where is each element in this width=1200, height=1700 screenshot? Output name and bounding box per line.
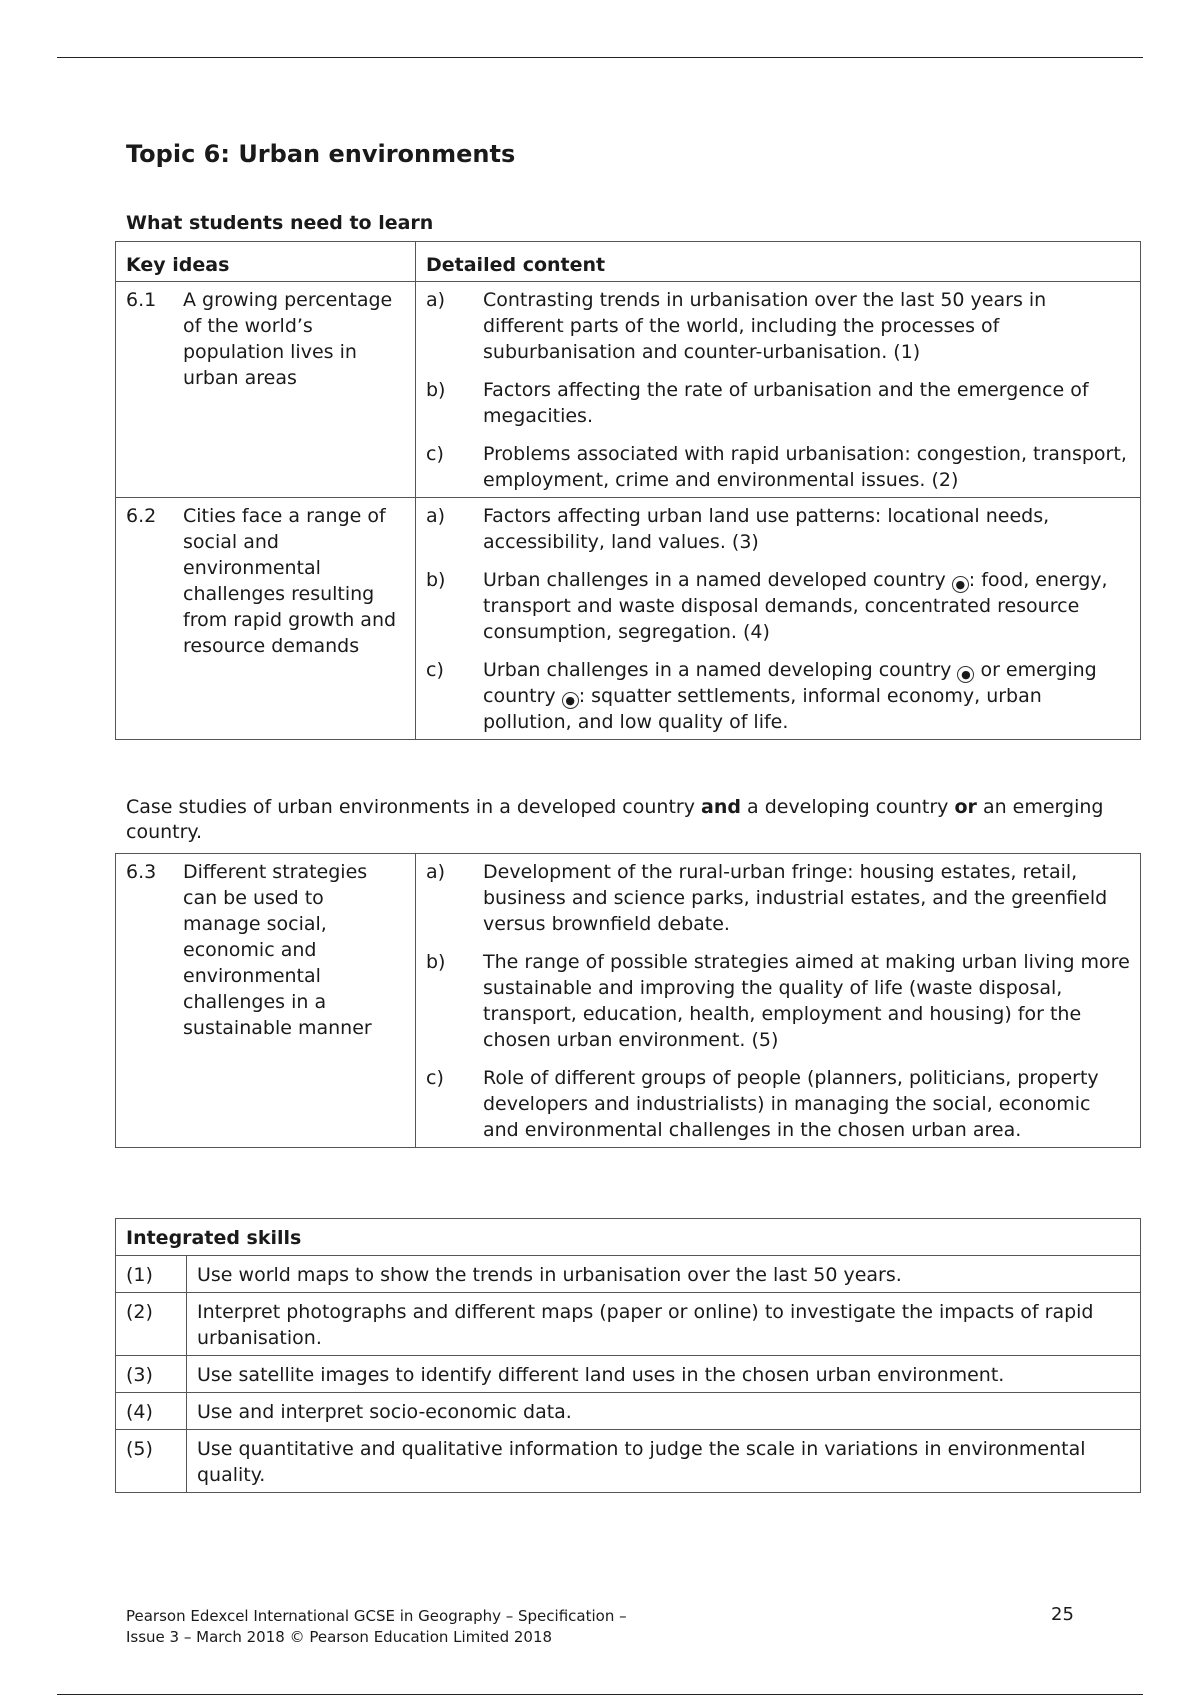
list-item [426, 949, 1130, 1053]
item-text-part: Urban challenges in a named developed country [483, 569, 952, 591]
list-item [426, 859, 1130, 937]
item-letter: c) [426, 1067, 444, 1089]
item-text: Factors affecting urban land use patterns: locational needs, accessibility, land values. (3) [483, 505, 1050, 553]
skill-number: (3) [116, 1356, 187, 1393]
footer-text [126, 1606, 627, 1648]
skill-number: (2) [116, 1293, 187, 1356]
item-text [483, 567, 1130, 645]
item-text-part: Urban challenges in a named developing country [483, 659, 958, 681]
item-letter: a) [426, 861, 446, 883]
item-letter: a) [426, 505, 446, 527]
item-letter: a) [426, 289, 446, 311]
page-title: Topic 6: Urban environments [126, 140, 516, 168]
item-text: Factors affecting the rate of urbanisation and the emergence of megacities. [483, 379, 1089, 427]
item-text: Development of the rural-urban fringe: housing estates, retail, business and science parks, industrial estates, and the greenfield versus brownfield debate. [483, 861, 1108, 935]
item-letter: b) [426, 379, 446, 401]
table-header-row [116, 242, 1141, 282]
item-text-part: : food, energy, transport and waste disposal demands, concentrated resource consumption, segregation. (4) [483, 569, 1108, 643]
skill-text: Use world maps to show the trends in urbanisation over the last 50 years. [187, 1256, 1141, 1293]
skill-text: Use quantitative and qualitative information to judge the scale in variations in environmental quality. [187, 1430, 1141, 1493]
item-text: Contrasting trends in urbanisation over the last 50 years in different parts of the world, including the processes of suburbanisation and counter-urbanisation. (1) [483, 289, 1047, 363]
table-row [116, 1256, 1141, 1293]
skill-text: Interpret photographs and different maps (paper or online) to investigate the impacts of rapid urbanisation. [187, 1293, 1141, 1356]
list-item [426, 567, 1130, 645]
item-letter: c) [426, 443, 444, 465]
key-idea-text: Different strategies can be used to manage social, economic and environmental challenges in a sustainable manner [183, 861, 372, 1039]
case-text-part: a developing country [740, 796, 955, 818]
integrated-skills-table [115, 1218, 1141, 1493]
case-study-note [126, 795, 1126, 845]
item-text: The range of possible strategies aimed at making urban living more sustainable and improving the quality of life (waste disposal, transport, education, health, employment and housing) for the chosen urban environment. (5) [483, 951, 1130, 1051]
item-text-part: or emerging country [483, 659, 1097, 707]
list-item [426, 1065, 1130, 1143]
skills-title: Integrated skills [116, 1219, 1141, 1256]
top-rule [57, 57, 1143, 58]
skill-text: Use satellite images to identify different land uses in the chosen urban environment. [187, 1356, 1141, 1393]
item-letter: c) [426, 659, 444, 681]
footer-line: Pearson Edexcel International GCSE in Geography – Specification – [126, 1607, 627, 1625]
globe-icon: ● [952, 576, 969, 593]
item-text [483, 657, 1130, 735]
detail-cell [416, 854, 1141, 1148]
list-item [426, 287, 1130, 365]
key-idea-number: 6.1 [126, 289, 157, 311]
content-table-main [115, 241, 1141, 740]
key-idea-number: 6.3 [126, 861, 157, 883]
skills-header-row [116, 1219, 1141, 1256]
case-text-part: an emerging country. [126, 796, 1104, 843]
item-text: Problems associated with rapid urbanisation: congestion, transport, employment, crime and environmental issues. (2) [483, 443, 1127, 491]
table-row-6-2 [116, 498, 1141, 740]
key-idea-number: 6.2 [126, 505, 157, 527]
table-row [116, 1393, 1141, 1430]
header-key-ideas: Key ideas [116, 242, 416, 282]
item-letter: b) [426, 569, 446, 591]
globe-icon: ● [562, 692, 579, 709]
list-item [426, 441, 1130, 493]
case-text-bold: or [954, 796, 977, 818]
table-row [116, 1430, 1141, 1493]
item-text: Role of different groups of people (planners, politicians, property developers and industrialists) in managing the social, economic and environmental challenges in the chosen urban area. [483, 1067, 1099, 1141]
list-item [426, 377, 1130, 429]
table-row-6-1 [116, 282, 1141, 498]
item-letter: b) [426, 951, 446, 973]
key-idea-text: Cities face a range of social and environmental challenges resulting from rapid growth and resource demands [183, 505, 397, 657]
list-item [426, 657, 1130, 735]
footer-line: Issue 3 – March 2018 © Pearson Education Limited 2018 [126, 1628, 553, 1646]
key-idea-cell [116, 282, 416, 498]
skill-number: (4) [116, 1393, 187, 1430]
bottom-rule [57, 1694, 1143, 1695]
key-idea-text: A growing percentage of the world’s population lives in urban areas [183, 289, 393, 389]
content-table-6-3 [115, 853, 1141, 1148]
case-text-part: Case studies of urban environments in a developed country [126, 796, 702, 818]
item-text-part: : squatter settlements, informal economy, urban pollution, and low quality of life. [483, 685, 1042, 733]
list-item [426, 503, 1130, 555]
page-number: 25 [1051, 1604, 1074, 1625]
detail-cell [416, 282, 1141, 498]
skill-text: Use and interpret socio-economic data. [187, 1393, 1141, 1430]
table-row [116, 1293, 1141, 1356]
skill-number: (1) [116, 1256, 187, 1293]
header-detailed-content: Detailed content [416, 242, 1141, 282]
skill-number: (5) [116, 1430, 187, 1493]
table-row-6-3 [116, 854, 1141, 1148]
section-subheading: What students need to learn [126, 212, 434, 234]
key-idea-cell [116, 498, 416, 740]
key-idea-cell [116, 854, 416, 1148]
globe-icon: ● [957, 666, 974, 683]
table-row [116, 1356, 1141, 1393]
case-text-bold: and [701, 796, 741, 818]
detail-cell [416, 498, 1141, 740]
